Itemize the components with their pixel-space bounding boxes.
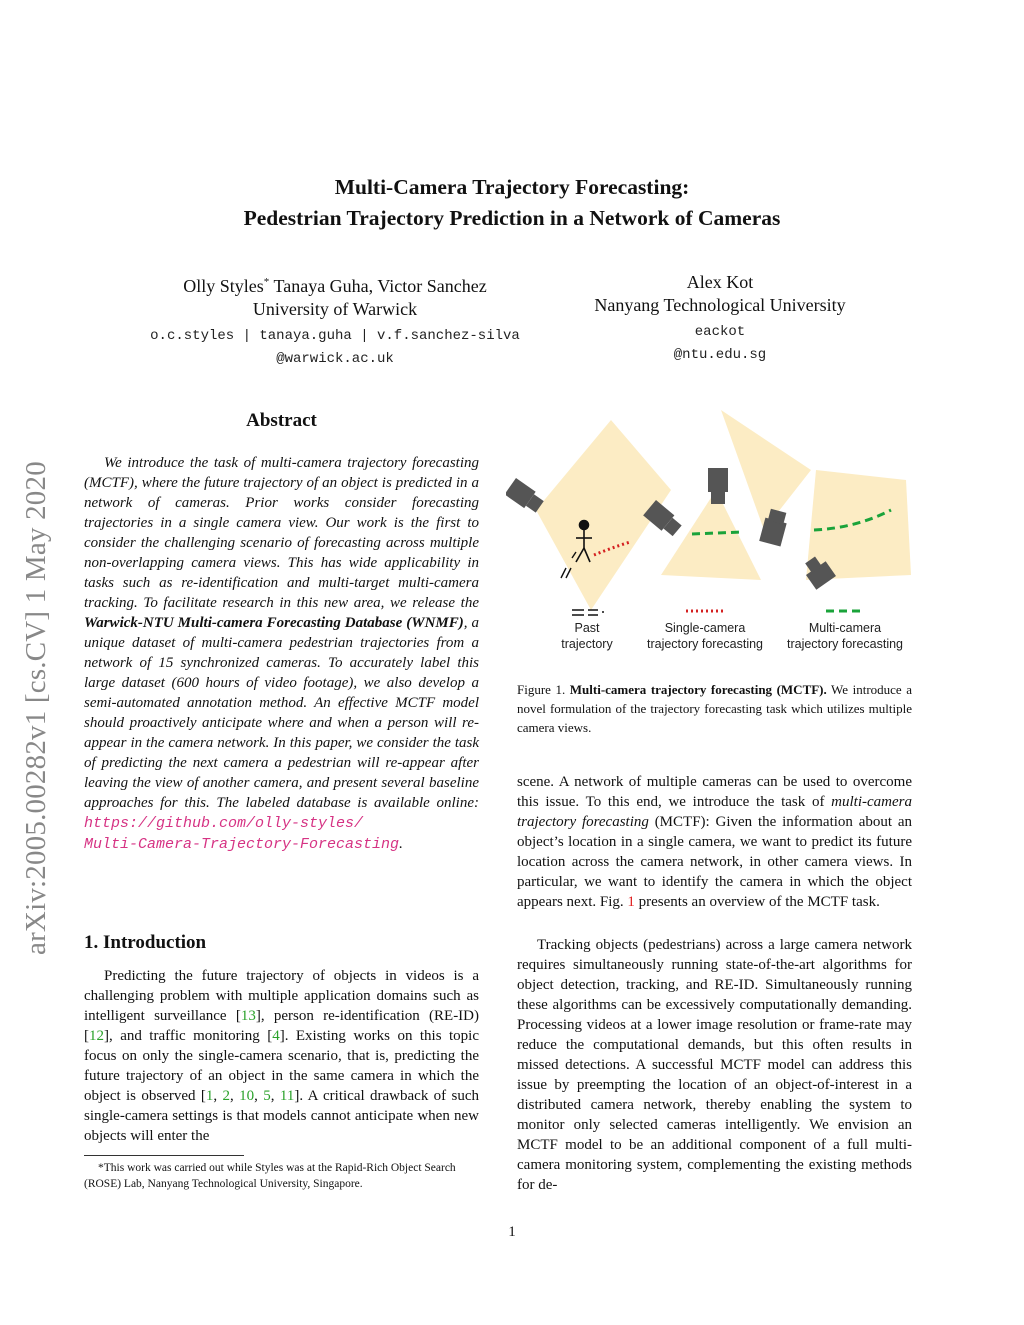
legend-past-line2: trajectory	[561, 637, 613, 651]
right-paragraph-1: scene. A network of multiple cameras can be used to overcome this issue. To this end, we introduce the task of multi-camera trajectory forecasting (MCTF): Given the information about an object’s location in a single camera, we want to predict its future location across the camera network, in other camera views. In particular, we want to identify the camera in which the object appears next. Fig. 1 presents an overview of the MCTF task.	[517, 774, 912, 910]
legend-multi-line2: trajectory forecasting	[786, 637, 904, 651]
legend-past-line1: Past	[574, 621, 600, 635]
figure-caption: Figure 1. Multi-camera trajectory forecasting (MCTF). We introduce a novel formulation of the trajectory forecasting task which utilizes multiple camera views.	[517, 682, 912, 735]
intro-heading: 1. Introduction	[84, 932, 207, 953]
ref-13[interactable]: 13	[240, 1008, 256, 1024]
paper-title	[0, 172, 1024, 234]
author-names-left: Olly Styles* Tanaya Guha, Victor Sanchez	[183, 276, 487, 296]
legend-single-line2: trajectory forecasting	[646, 637, 764, 651]
right-paragraph-2: Tracking objects (pedestrians) across a large camera network requires simultaneously running state-of-the-art algorithms for object detection, tracking, and RE-ID. Simultaneously running these algorithms can be excessively computationally demanding. Processing videos at a lower image resolution or frame-rate may reduce the computational demands, but this often results in missed detections. A successful MCTF model can address this issue by preempting the location of an object-of-interest in a distributed camera network, thereby enabling the system to monitor only selected cameras intelligently. We envision an MCTF model to be an additional component of a full multi-camera monitoring system, complementing the existing methods for de-	[517, 937, 912, 1193]
legend-multi-line1: Multi-camera	[808, 621, 882, 635]
abstract-body: We introduce the task of multi-camera trajectory forecasting (MCTF), where the future trajectory of an object is predicted in a network of cameras. Prior works consider forecasting trajectories in a single camera view. Our work is the first to consider the challenging scenario of forecasting across multiple non-overlapping camera views. This has wide applicability in tasks such as re-identification and multi-target multi-camera tracking. To facilitate research in this new area, we release the Warwick-NTU Multi-camera Forecasting Database (WNMF), a unique dataset of multi-camera pedestrian trajectories from a network of 15 synchronized cameras. To accurately label this large dataset (600 hours of video footage), we also develop a semi-automated annotation method. An effective MCTF model should proactively anticipate where and when a person will re-appear in the camera network. In this paper, we consider the task of predicting the next camera a pedestrian will re-appear after leaving the view of another camera, and present several baseline approaches for this. The labeled database is available online: https://github.com/olly-styles/ Multi-Camera-Trajectory-Forecasting.	[84, 455, 480, 853]
page-number: 1	[508, 1224, 516, 1240]
abstract-heading: Abstract	[246, 410, 317, 431]
affiliation-right: Nanyang Technological University	[594, 295, 846, 315]
legend-past-symbol	[572, 610, 604, 615]
affiliation-left: University of Warwick	[252, 299, 418, 319]
legend-single-line1: Single-camera	[664, 621, 746, 635]
ref-1[interactable]: 1	[205, 1088, 214, 1104]
github-link-cont[interactable]: Multi-Camera-Trajectory-Forecasting	[84, 836, 400, 853]
ref-10[interactable]: 10	[239, 1088, 255, 1104]
ref-12[interactable]: 12	[89, 1028, 104, 1044]
author-name-right: Alex Kot	[686, 272, 754, 292]
email-left-2: @warwick.ac.uk	[276, 351, 394, 367]
authors-right	[560, 271, 880, 367]
ref-2[interactable]: 2	[222, 1088, 231, 1104]
fig-ref-1[interactable]: 1	[627, 894, 635, 910]
ref-11[interactable]: 11	[279, 1088, 295, 1104]
email-left-1: o.c.styles | tanaya.guha | v.f.sanchez-silva	[150, 328, 520, 344]
ref-5[interactable]: 5	[263, 1088, 271, 1104]
camera-cone-4	[806, 470, 911, 580]
arxiv-side-label: arXiv:2005.00282v1 [cs.CV] 1 May 2020	[20, 461, 52, 955]
email-right-2: @ntu.edu.sg	[673, 347, 767, 363]
camera-cone-3	[721, 410, 811, 530]
authors-left	[120, 271, 550, 371]
github-link[interactable]: https://github.com/olly-styles/	[84, 815, 364, 832]
footnote: *This work was carried out while Styles was at the Rapid-Rich Object Search (ROSE) Lab, Nanyang Technological University, Singapore.	[84, 1162, 456, 1190]
footnote-rule	[84, 1155, 244, 1156]
ref-4[interactable]: 4	[272, 1028, 280, 1044]
dataset-name: Warwick-NTU Multi-camera Forecasting Database (WNMF)	[84, 615, 464, 631]
email-right-1: eackot	[694, 324, 746, 340]
camera-icon-3	[708, 468, 728, 504]
intro-paragraph: Predicting the future trajectory of objects in videos is a challenging problem with multiple application domains such as intelligent surveillance [13], person re-identification (RE-ID) [12], and traffic monitoring [4]. Existing works on this topic focus on only the single-camera scenario, that is, predicting the future trajectory of an object in the same camera in which the object is observed [1, 2, 10, 5, 11]. A critical drawback of such single-camera settings is that models cannot anticipate when new objects will enter the	[84, 968, 480, 1144]
title-line-1: Multi-Camera Trajectory Forecasting:	[334, 175, 690, 199]
title-line-2: Pedestrian Trajectory Prediction in a Network of Cameras	[243, 206, 781, 230]
figure-1	[506, 400, 918, 665]
